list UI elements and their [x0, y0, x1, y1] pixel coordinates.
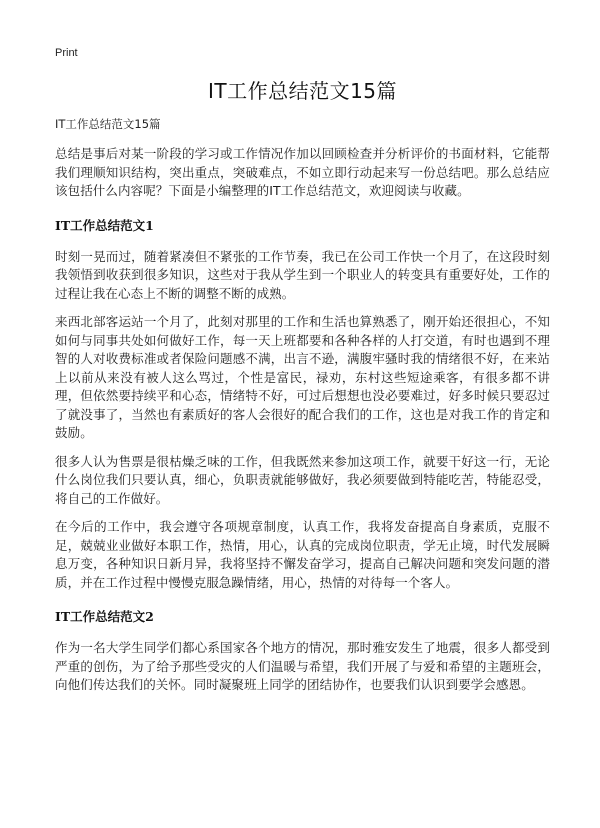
- print-link[interactable]: Print: [55, 47, 78, 59]
- section-1-paragraph-4: 在今后的工作中，我会遵守各项规章制度，认真工作，我将发奋提高自身素质，克服不足，兢兢业业做好本职工作，热情，用心，认真的完成岗位职责，学无止境，时代发展瞬息万变，各种知识日新月异，我将坚持不懈发奋学习，提高自己解决问题和突发问题的潜质，并在工作过程中慢慢克服急躁情绪，用心，热情的对待每一个客人。: [55, 519, 550, 590]
- section-2-paragraph-1: 作为一名大学生同学们都心系国家各个地方的情况，那时雅安发生了地震，很多人都受到严重的创伤，为了给予那些受灾的人们温暖与希望，我们开展了与爱和希望的主题班会，向他们传达我们的关怀。同时凝聚班上同学的团结协作，也要我们认识到要学会感恩。: [55, 640, 550, 692]
- document-subtitle: IT工作总结范文15篇: [55, 117, 161, 131]
- section-heading-1: IT工作总结范文1: [55, 217, 154, 233]
- section-heading-2: IT工作总结范文2: [55, 609, 154, 624]
- intro-paragraph: 总结是事后对某一阶段的学习或工作情况作加以回顾检查并分析评价的书面材料，它能帮我们理顺知识结构，突出重点，突破难点，不如立即行动起来写一份总结吧。那么总结应该包括什么内容呢？下面是小编整理的IT工作总结范文，欢迎阅读与收藏。: [55, 146, 550, 198]
- section-1-paragraph-3: 很多人认为售票是很枯燥乏味的工作，但我既然来参加这项工作，就要干好这一行，无论什么岗位我们只要认真，细心，负职责就能够做好，我必须要做到特能吃苦，特能忍受，将自己的工作做好。: [55, 453, 550, 506]
- section-1-paragraph-2: 来西北部客运站一个月了，此刻对那里的工作和生活也算熟悉了，刚开始还很担心，不知如何与同事共处如何做好工作，每一天上班都要和各种各样的人打交道，有时也遇到不理智的人对收费标准或者保险问题感不满，出言不逊，满腹牢骚时我的情绪很不好，在来站上以前从来没有被人这么骂过，个性是富民，禄劝，东村这些短途乘客，有很多都不讲理，但依然要持续平和心态，情绪特不好，可过后想想也没必要难过，好多时候只要忍过了就没事了，当然也有素质好的客人会很好的配合我们的工作，这也是对我工作的肯定和鼓励。: [55, 314, 550, 440]
- section-1-paragraph-1: 时刻一晃而过，随着紧凑但不紧张的工作节奏，我已在公司工作快一个月了，在这段时刻我领悟到收获到很多知识，这些对于我从学生到一个职业人的转变具有重要好处，工作的过程让我在心态上不断的调整不断的成熟。: [55, 248, 550, 301]
- document-title: IT工作总结范文15篇: [207, 79, 398, 103]
